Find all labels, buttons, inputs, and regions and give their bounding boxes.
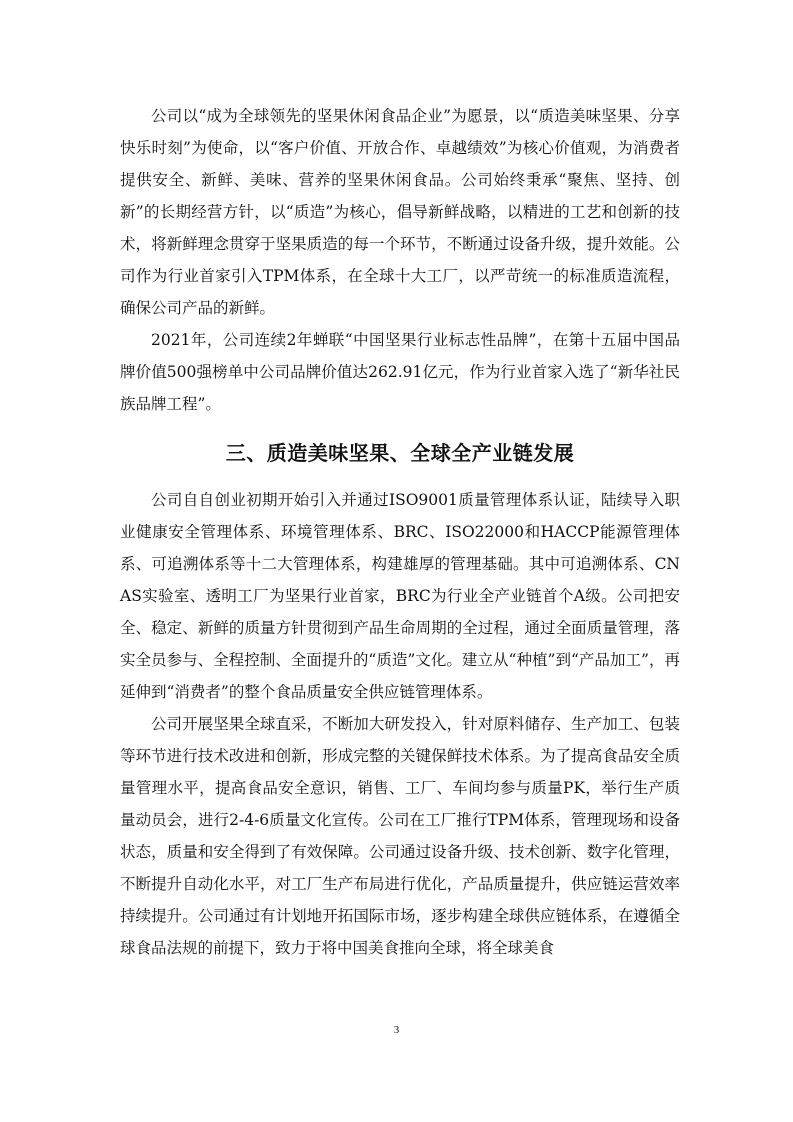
paragraph-brand-awards: 2021年，公司连续2年蝉联“中国坚果行业标志性品牌”，在第十五届中国品牌价值500强榜单中公司品牌价值达262.91亿元，作为行业首家入选了“新华社民族品牌工程”。 [120, 331, 680, 413]
paragraph-global-sourcing: 公司开展坚果全球直采，不断加大研发投入，针对原料储存、生产加工、包装等环节进行技术改进和创新，形成完整的关键保鲜技术体系。为了提高食品安全质量管理水平，提高食品安全意识，销售、工厂、车间均参与质量PK，举行生产质量动员会，进行2-4-6质量文化宣传。公司在工厂推行TPM体系，管理现场和设备状态，质量和安全得到了有效保障。公司通过设备升级、技术创新、数字化管理，不断提升自动化水平，对工厂生产布局进行优化，产品质量提升，供应链运营效率持续提升。公司通过有计划地开拓国际市场，逐步构建全球供应链体系，在遵循全球食品法规的前提下，致力于将中国美食推向全球，将全球美食 [120, 715, 680, 957]
page-number: 3 [393, 1024, 400, 1036]
section-title: 三、质造美味坚果、全球全产业链发展 [225, 441, 575, 465]
paragraph-quality-management: 公司自自创业初期开始引入并通过ISO9001质量管理体系认证，陆续导入职业健康安全管理体系、环境管理体系、BRC、ISO22000和HACCP能源管理体系、可追溯体系等十二大管理体系，构建雄厚的管理基础。其中可追溯体系、CNAS实验室、透明工厂为坚果行业首家，BRC为行业全产业链首个A级。公司把安全、稳定、新鲜的质量方针贯彻到产品生命周期的全过程，通过全面质量管理，落实全员参与、全程控制、全面提升的“质造”文化。建立从“种植”到“产品加工”，再延伸到“消费者”的整个食品质量安全供应链管理体系。 [120, 491, 680, 701]
paragraph-vision: 公司以“成为全球领先的坚果休闲食品企业”为愿景，以“质造美味坚果、分享快乐时刻”为使命，以“客户价值、开放合作、卓越绩效”为核心价值观，为消费者提供安全、新鲜、美味、营养的坚果休闲食品。公司始终秉承“聚焦、坚持、创新”的长期经营方针，以“质造”为核心，倡导新鲜战略，以精进的工艺和创新的技术，将新鲜理念贯穿于坚果质造的每一个环节，不断通过设备升级，提升效能。公司作为行业首家引入TPM体系，在全球十大工厂，以严苛统一的标准质造流程，确保公司产品的新鲜。 [120, 107, 680, 317]
page-body [120, 100, 680, 964]
